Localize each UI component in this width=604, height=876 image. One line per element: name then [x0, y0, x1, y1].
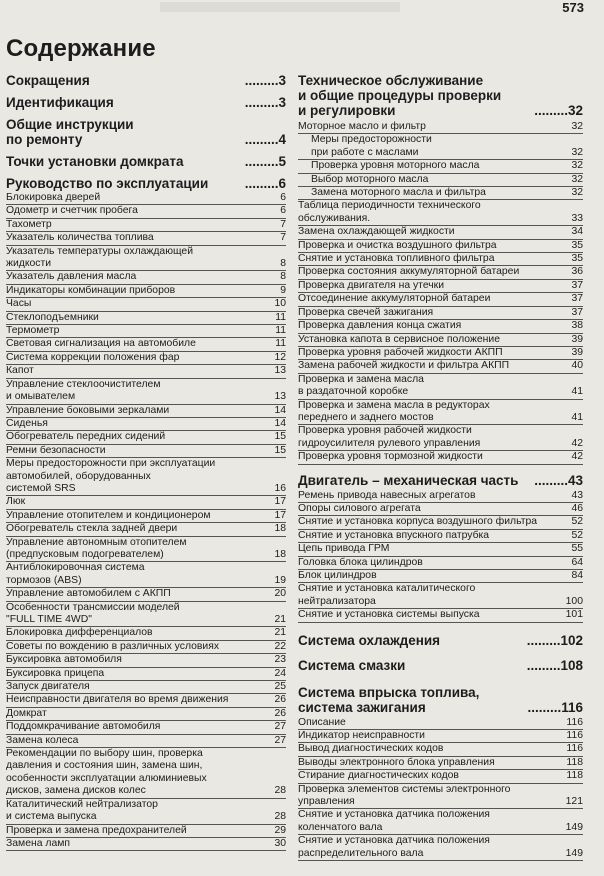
page-ref: 33 — [571, 212, 583, 224]
toc-section-heading[interactable] — [6, 176, 286, 191]
entry-title: Одометр и счетчик пробега — [6, 205, 138, 217]
entry-title: Замена колеса — [6, 734, 79, 746]
section-title: Сокращения — [6, 73, 90, 88]
page-ref: 32 — [567, 103, 583, 118]
page-ref: 28 — [274, 811, 286, 823]
entry-title: Ремень привода навесных агрегатов — [298, 489, 476, 501]
page-ref: 101 — [565, 609, 583, 621]
page-ref: 43 — [571, 489, 583, 501]
toc-entry[interactable] — [6, 668, 286, 681]
toc-entry[interactable] — [6, 271, 286, 284]
toc-entry[interactable] — [298, 717, 583, 730]
toc-entry[interactable] — [6, 312, 286, 325]
toc-entry[interactable] — [298, 770, 583, 783]
page-ref: 42 — [571, 437, 583, 449]
dot-leader: ......... — [526, 657, 561, 673]
entry-title: Сиденья — [6, 417, 48, 429]
toc-section-heading[interactable] — [298, 633, 583, 648]
toc-entry[interactable] — [298, 743, 583, 756]
page-ref: 21 — [274, 614, 286, 625]
page-ref: 52 — [571, 516, 583, 528]
entry-title: Выводы электронного блока управления — [298, 756, 495, 768]
entry-title: Особенности трансмиссии моделей "FULL TIME 4WD" — [6, 601, 180, 625]
entry-title: Описание — [298, 716, 346, 728]
page-ref: 102 — [560, 632, 583, 648]
entry-title: Выбор моторного масла — [311, 173, 429, 185]
dot-leader: ......... — [244, 95, 279, 110]
page-ref: 6 — [280, 205, 286, 217]
entry-title: Вывод диагностических кодов — [298, 743, 444, 755]
toc-entry[interactable] — [298, 425, 583, 451]
page-ref: 32 — [571, 121, 583, 132]
page-ref: 5 — [278, 154, 286, 169]
entry-title: Проверка двигателя на утечки — [298, 279, 445, 291]
page-ref: 41 — [571, 386, 583, 398]
toc-entry[interactable] — [298, 253, 583, 266]
toc-entry[interactable] — [6, 562, 286, 588]
entry-title: Указатель температуры охлаждающей жидкости — [6, 245, 194, 270]
toc-entry[interactable] — [6, 285, 286, 298]
toc-entry[interactable] — [6, 405, 286, 418]
entry-title: Ремни безопасности — [6, 444, 106, 456]
entry-title: Замена ламп — [6, 837, 70, 849]
toc-section-heading[interactable] — [298, 658, 583, 673]
page-ref: 46 — [571, 502, 583, 514]
entry-title: Световая сигнализация на автомобиле — [6, 338, 196, 350]
page-ref: 118 — [566, 770, 583, 782]
dot-leader: ......... — [244, 73, 279, 88]
toc-entry[interactable] — [298, 320, 583, 333]
page-ref: 21 — [274, 627, 286, 639]
toc-entry[interactable] — [6, 496, 286, 509]
toc-entry[interactable] — [298, 835, 583, 861]
page-ref: 34 — [571, 226, 583, 238]
section-title: Общие инструкции по ремонту — [6, 117, 134, 147]
page-ref: 15 — [274, 431, 286, 443]
dot-leader: ......... — [526, 632, 561, 648]
page-ref: 4 — [278, 132, 286, 147]
toc-section-heading[interactable] — [298, 473, 583, 488]
page-ref: 22 — [274, 640, 286, 652]
toc-entry[interactable] — [298, 174, 583, 187]
entry-title: Неисправности двигателя во время движения — [6, 694, 229, 706]
entry-title: Замена охлаждающей жидкости — [298, 226, 455, 238]
toc-entry[interactable] — [298, 809, 583, 835]
entry-title: Термометр — [6, 325, 60, 337]
entry-title: Проверка и замена масла в редукторах переднего и заднего мостов — [298, 399, 490, 423]
page-ref: 27 — [274, 734, 286, 746]
toc-section-heading[interactable] — [298, 73, 583, 118]
entry-title: Люк — [6, 496, 26, 508]
dot-leader: ......... — [534, 472, 568, 488]
page-ref: 14 — [274, 417, 286, 429]
page-ref: 3 — [278, 73, 286, 88]
toc-entry[interactable] — [298, 503, 583, 516]
toc-entry[interactable] — [6, 708, 286, 721]
toc-entry[interactable] — [298, 360, 583, 373]
toc-entry[interactable] — [298, 583, 583, 609]
dot-leader: ......... — [244, 132, 279, 147]
section-title: Система охлаждения — [298, 632, 441, 648]
toc-entry[interactable] — [6, 735, 286, 748]
entry-title: Головка блока цилиндров — [298, 556, 423, 568]
page-ref: 11 — [275, 338, 286, 350]
page-ref: 35 — [571, 253, 583, 265]
toc-entry[interactable] — [298, 609, 583, 622]
page-ref: 30 — [274, 837, 286, 849]
toc-entry[interactable] — [298, 347, 583, 360]
page-ref: 18 — [274, 523, 286, 535]
page-ref: 32 — [571, 187, 583, 199]
page-ref: 32 — [571, 146, 583, 158]
toc-entry[interactable] — [6, 352, 286, 365]
page-ref: 16 — [274, 482, 286, 494]
dot-leader: ......... — [534, 103, 568, 118]
entry-title: Проверка свечей зажигания — [298, 306, 434, 318]
toc-entry[interactable] — [298, 160, 583, 173]
page-ref: 116 — [566, 743, 583, 755]
entry-title: Проверка и очистка воздушного фильтра — [298, 239, 497, 251]
entry-title: Снятие и установка впускного патрубка — [298, 529, 490, 541]
toc-entry[interactable] — [298, 570, 583, 583]
toc-entry[interactable] — [298, 516, 583, 529]
entry-title: Управление автомобилем с АКПП — [6, 588, 171, 600]
toc-entry[interactable] — [298, 240, 583, 253]
page-ref: 14 — [274, 404, 286, 416]
page-ref: 15 — [274, 444, 286, 456]
entry-title: Стеклоподъемники — [6, 311, 99, 323]
toc-entry[interactable] — [6, 298, 286, 311]
page-ref: 108 — [560, 657, 583, 673]
entry-title: Блокировка дверей — [6, 192, 101, 203]
entry-title: Цепь привода ГРМ — [298, 543, 390, 555]
toc-entry[interactable] — [298, 757, 583, 770]
toc-entry[interactable] — [298, 730, 583, 743]
page-ref: 100 — [565, 595, 583, 607]
section-title: Система впрыска топлива, система зажигания — [298, 684, 480, 715]
toc-entry[interactable] — [298, 200, 583, 226]
entry-title: Домкрат — [6, 707, 47, 719]
entry-title: Советы по вождению в различных условиях — [6, 640, 220, 652]
entry-title: Поддомкрачивание автомобиля — [6, 721, 161, 733]
entry-title: Обогреватель стекла задней двери — [6, 523, 178, 535]
entry-title: Управление автономным отопителем (предпусковым подогревателем) — [6, 536, 187, 560]
toc-entry[interactable] — [6, 588, 286, 601]
page-ref: 13 — [274, 391, 286, 403]
toc-entry[interactable] — [6, 445, 286, 458]
page-ref: 13 — [274, 365, 286, 377]
section-title: Идентификация — [6, 95, 114, 110]
entry-title: Указатель давления масла — [6, 271, 137, 283]
toc-entry[interactable] — [298, 307, 583, 320]
entry-title: Снятие и установка системы выпуска — [298, 609, 480, 621]
entry-title: Замена рабочей жидкости и фильтра АКПП — [298, 360, 510, 372]
page-ref: 38 — [571, 320, 583, 332]
page-ref: 32 — [571, 173, 583, 185]
page-ref: 55 — [571, 543, 583, 555]
entry-title: Обогреватель передних сидений — [6, 431, 166, 443]
page-ref: 26 — [274, 694, 286, 706]
page-ref: 6 — [278, 176, 286, 191]
page-ref: 28 — [274, 785, 286, 797]
toc-entry[interactable] — [6, 654, 286, 667]
toc-entry[interactable] — [298, 280, 583, 293]
entry-title: Запуск двигателя — [6, 681, 90, 693]
dot-leader: ......... — [244, 154, 279, 169]
page-ref: 7 — [280, 218, 286, 230]
page-ref: 20 — [274, 588, 286, 600]
toc-entry[interactable] — [298, 530, 583, 543]
dot-leader: ......... — [244, 176, 279, 191]
entry-title: Управление отопителем и кондиционером — [6, 509, 211, 521]
toc-entry[interactable] — [298, 121, 583, 134]
toc-entry[interactable] — [298, 490, 583, 503]
page-ref: 40 — [571, 360, 583, 372]
page-title: Содержание — [6, 35, 156, 62]
entry-title: Буксировка прицепа — [6, 667, 105, 679]
page-ref: 6 — [280, 192, 286, 203]
page-ref: 37 — [571, 293, 583, 305]
entry-title: Проверка состояния аккумуляторной батареи — [298, 266, 520, 278]
entry-title: Снятие и установка датчика положения распределительного вала — [298, 835, 490, 859]
toc-entry[interactable] — [6, 192, 286, 205]
page-ref: 11 — [275, 311, 286, 323]
section-title: Двигатель – механическая часть — [298, 472, 519, 488]
toc-entry[interactable] — [6, 232, 286, 245]
section-title: Техническое обслуживание и общие процедуры проверки и регулировки — [298, 73, 502, 118]
toc-entry[interactable] — [6, 523, 286, 536]
page-ref: 29 — [274, 824, 286, 836]
toc-section-heading[interactable] — [6, 73, 286, 88]
entry-title: Антиблокировочная система тормозов (ABS) — [6, 562, 145, 586]
toc-entry[interactable] — [298, 187, 583, 200]
page-ref: 7 — [280, 232, 286, 244]
entry-title: Часы — [6, 298, 32, 310]
page-ref: 35 — [571, 239, 583, 251]
page-ref: 19 — [274, 574, 286, 586]
toc-left-column — [6, 73, 286, 851]
entry-title: Установка капота в сервисное положение — [298, 333, 500, 345]
toc-entry[interactable] — [6, 510, 286, 523]
toc-entry[interactable] — [6, 681, 286, 694]
entry-title: Тахометр — [6, 218, 52, 230]
toc-entry[interactable] — [6, 694, 286, 707]
entry-title: Капот — [6, 365, 34, 377]
page-ref: 149 — [565, 847, 583, 859]
toc-section-heading[interactable] — [298, 685, 583, 715]
toc-entry[interactable] — [6, 325, 286, 338]
entry-title: Проверка и замена предохранителей — [6, 824, 187, 836]
toc-entry[interactable] — [6, 825, 286, 838]
entry-title: Индикатор неисправности — [298, 730, 425, 742]
entry-title: Проверка уровня рабочей жидкости гидроусилителя рулевого управления — [298, 425, 481, 449]
page-number: 573 — [562, 0, 584, 15]
toc-entry[interactable] — [6, 365, 286, 378]
entry-title: Буксировка автомобиля — [6, 654, 122, 666]
entry-title: Опоры силового агрегата — [298, 502, 421, 514]
entry-title: Указатель количества топлива — [6, 232, 154, 244]
toc-entry[interactable] — [298, 334, 583, 347]
toc-entry[interactable] — [6, 721, 286, 734]
page-ref: 37 — [571, 306, 583, 318]
toc-entry[interactable] — [298, 400, 583, 426]
section-title: Точки установки домкрата — [6, 154, 184, 169]
entry-title: Блок цилиндров — [298, 570, 377, 581]
toc-entry[interactable] — [298, 134, 583, 160]
entry-title: Таблица периодичности технического обслуживания. — [298, 200, 481, 224]
entry-title: Меры предосторожности при эксплуатации автомобилей, оборудованных системой SRS — [6, 458, 216, 494]
page-ref: 18 — [274, 548, 286, 560]
page-ref: 17 — [274, 509, 286, 521]
entry-title: Снятие и установка топливного фильтра — [298, 253, 495, 265]
toc-section-heading[interactable] — [6, 154, 286, 169]
page-ref: 41 — [571, 411, 583, 423]
entry-title: Система коррекции положения фар — [6, 351, 180, 363]
entry-title: Рекомендации по выбору шин, проверка давления и состояния шин, замена шин, особенности эксплуатации алюминиевых дисков, замена дисков колес — [6, 748, 207, 797]
toc-entry[interactable] — [298, 784, 583, 810]
entry-title: Замена моторного масла и фильтра — [311, 187, 486, 199]
page-ref: 52 — [571, 529, 583, 541]
page-ref: 116 — [566, 716, 583, 728]
entry-title: Моторное масло и фильтр — [298, 121, 426, 132]
entry-title: Снятие и установка датчика положения коленчатого вала — [298, 809, 490, 833]
toc-entry[interactable] — [6, 418, 286, 431]
page-ref: 9 — [280, 284, 286, 296]
entry-title: Проверка и замена масла в раздаточной коробке — [298, 373, 424, 398]
toc-entry[interactable] — [6, 838, 286, 851]
page-ref: 39 — [571, 333, 583, 345]
toc-entry[interactable] — [6, 602, 286, 628]
entry-title: Каталитический нейтрализатор и система выпуска — [6, 798, 158, 823]
toc-entry[interactable] — [298, 557, 583, 570]
page-ref: 116 — [561, 699, 583, 715]
toc-entry[interactable] — [6, 748, 286, 799]
toc-entry[interactable] — [6, 627, 286, 640]
entry-title: Отсоединение аккумуляторной батареи — [298, 293, 491, 305]
entry-title: Проверка уровня рабочей жидкости АКПП — [298, 346, 503, 358]
toc-entry[interactable] — [6, 219, 286, 232]
toc-entry[interactable] — [298, 266, 583, 279]
page-ref: 27 — [274, 721, 286, 733]
page-ref: 26 — [274, 707, 286, 719]
page-ref: 37 — [571, 279, 583, 291]
page-ref: 23 — [274, 654, 286, 666]
toc-right-column — [298, 73, 583, 861]
toc-section-heading[interactable] — [6, 117, 286, 147]
entry-title: Снятие и установка корпуса воздушного фильтра — [298, 516, 538, 528]
page-ref: 32 — [571, 160, 583, 172]
toc-entry[interactable] — [298, 374, 583, 400]
entry-title: Управление боковыми зеркалами — [6, 404, 170, 416]
entry-title: Проверка уровня тормозной жидкости — [298, 451, 483, 463]
toc-entry[interactable] — [298, 293, 583, 306]
page-ref: 8 — [280, 271, 286, 283]
entry-title: Снятие и установка каталитического нейтрализатора — [298, 583, 476, 607]
page-ref: 43 — [567, 472, 583, 488]
page-ref: 25 — [274, 681, 286, 693]
toc-section-heading[interactable] — [6, 95, 286, 110]
entry-title: Проверка давления конца сжатия — [298, 320, 462, 332]
toc-entry[interactable] — [6, 799, 286, 825]
entry-title: Индикаторы комбинации приборов — [6, 284, 176, 296]
page-ref: 36 — [571, 266, 583, 278]
page-ref: 8 — [280, 258, 286, 270]
page-ref: 149 — [565, 821, 583, 833]
dot-leader: ......... — [527, 699, 562, 715]
page-ref: 39 — [571, 346, 583, 358]
page-ref: 118 — [566, 756, 583, 768]
toc-entry[interactable] — [6, 458, 286, 496]
entry-title: Меры предосторожности при работе с маслами — [311, 134, 432, 158]
entry-title: Блокировка дифференциалов — [6, 627, 153, 639]
page-ref: 42 — [571, 451, 583, 463]
show-through-header — [160, 2, 400, 12]
entry-title: Проверка уровня моторного масла — [311, 160, 480, 172]
page-ref: 17 — [274, 496, 286, 508]
section-title: Руководство по эксплуатации — [6, 176, 209, 191]
toc-entry[interactable] — [298, 226, 583, 239]
page-ref: 10 — [274, 298, 286, 310]
entry-title: Проверка элементов системы электронного управления — [298, 783, 511, 808]
page-ref: 84 — [571, 570, 583, 581]
page-ref: 11 — [275, 325, 286, 337]
page-ref: 64 — [571, 556, 583, 568]
page-ref: 12 — [274, 351, 286, 363]
page-ref: 24 — [274, 667, 286, 679]
toc-entry[interactable] — [6, 338, 286, 351]
toc-entry[interactable] — [6, 431, 286, 444]
page-ref: 121 — [565, 796, 583, 808]
section-title: Система смазки — [298, 657, 406, 673]
toc-entry[interactable] — [6, 641, 286, 654]
toc-entry[interactable] — [6, 379, 286, 405]
toc-entry[interactable] — [6, 205, 286, 218]
toc-entry[interactable] — [298, 543, 583, 556]
toc-entry[interactable] — [6, 537, 286, 563]
page-ref: 116 — [566, 730, 583, 742]
entry-title: Стирание диагностических кодов — [298, 770, 459, 782]
entry-title: Управление стеклоочистителем и омывателем — [6, 378, 161, 403]
toc-entry[interactable] — [6, 246, 286, 272]
page-ref: 3 — [278, 95, 286, 110]
toc-entry[interactable] — [298, 451, 583, 464]
